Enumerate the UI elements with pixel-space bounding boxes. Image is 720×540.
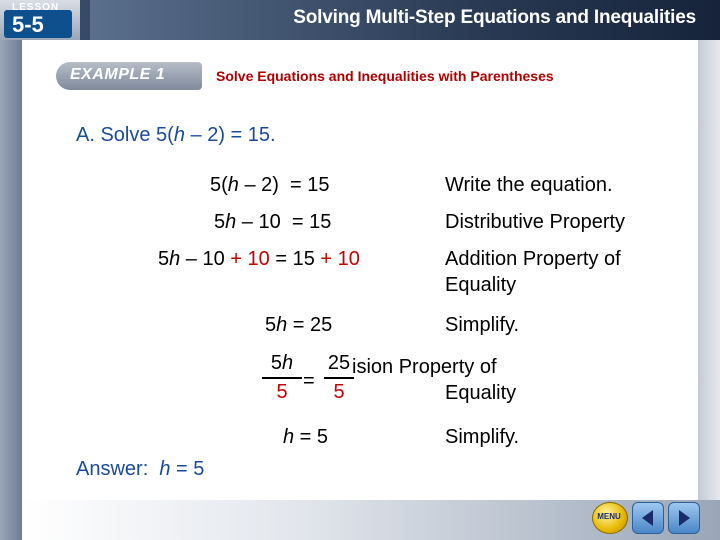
answer <box>76 458 204 481</box>
right-arrow-icon <box>669 503 699 533</box>
menu-label: MENU <box>597 512 621 521</box>
fraction-left-numerator: 5h <box>270 352 294 374</box>
reason-step-1: Write the equation. <box>445 174 613 196</box>
reason-step-3-line-1: Addition Property of <box>445 248 621 270</box>
lesson-number: 5-5 <box>12 12 44 37</box>
lesson-word: LESSON <box>12 2 60 13</box>
reason-step-5-line-1: ision Property of <box>352 356 497 378</box>
problem-statement <box>76 124 276 147</box>
problem-suffix: – 2) = 15. <box>184 124 276 146</box>
reason-step-4: Simplify. <box>445 314 520 336</box>
reason-step-2: Distributive Property <box>445 211 626 233</box>
example-subtitle: Solve Equations and Inequalities with Parentheses <box>216 68 554 84</box>
fraction-left-bar <box>262 377 302 379</box>
fraction-right-bar <box>324 377 354 379</box>
previous-slide-button[interactable] <box>632 502 664 534</box>
answer-label: Answer: <box>76 458 149 480</box>
right-decorative-bar <box>698 40 720 500</box>
equation-step-4: 5h = 25 <box>265 314 333 336</box>
fraction-right <box>324 352 354 404</box>
fraction-right-denominator: 5 <box>333 380 345 403</box>
fraction-left-denominator: 5 <box>276 380 288 403</box>
problem-prefix: A. Solve 5( <box>76 124 174 146</box>
reason-step-3-line-2: Equality <box>445 274 517 296</box>
answer-value: h = 5 <box>159 458 205 480</box>
reason-step-6: Simplify. <box>445 426 520 448</box>
equation-step-3: 5h – 10 + 10 = 15 + 10 <box>158 248 360 270</box>
fraction-left <box>262 352 302 404</box>
left-decorative-bar <box>0 40 22 540</box>
equation-step-1: 5(h – 2) = 15 <box>210 174 330 196</box>
left-arrow-icon <box>633 503 663 533</box>
next-slide-button[interactable] <box>668 502 700 534</box>
example-label: EXAMPLE 1 <box>70 66 166 83</box>
reason-step-5-line-2: Equality <box>445 382 517 404</box>
problem-variable: h <box>173 124 185 146</box>
equation-step-6: h = 5 <box>283 426 329 448</box>
fraction-equals: = <box>303 370 315 392</box>
lesson-title: Solving Multi-Step Equations and Inequalities <box>293 7 696 28</box>
equation-step-2: 5h – 10 = 15 <box>214 211 332 233</box>
fraction-right-numerator: 25 <box>327 352 351 374</box>
